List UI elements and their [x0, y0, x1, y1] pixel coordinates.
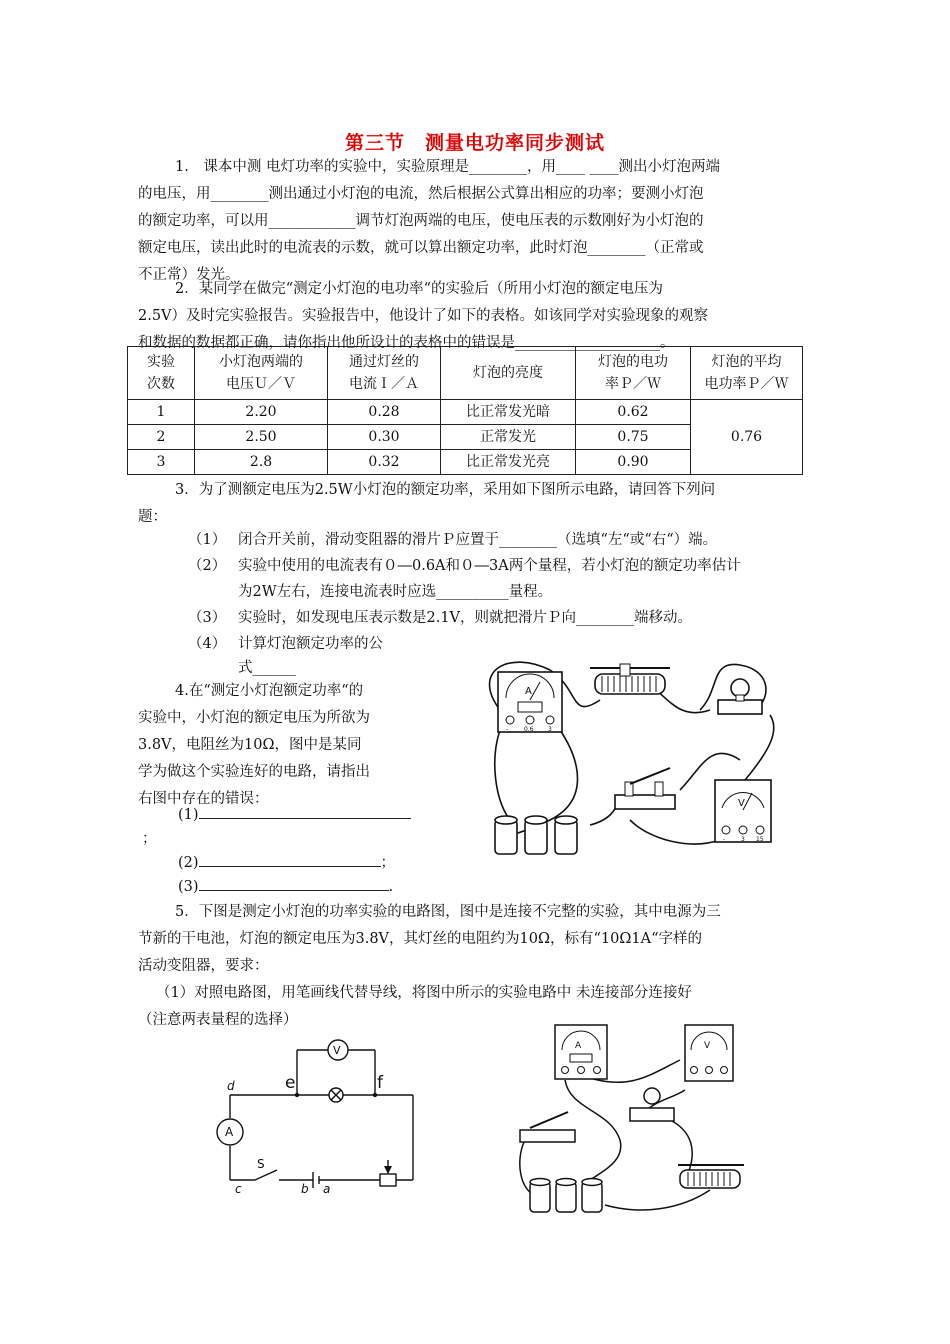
table-cell: 0.30 [328, 425, 441, 450]
ammeter-icon [498, 672, 562, 733]
q4-line: 实验中，小灯泡的额定电压为所欲为 [138, 710, 370, 726]
svg-text:-: - [723, 836, 726, 843]
switch-icon [615, 768, 675, 809]
table-cell: 2.20 [195, 400, 328, 425]
q4-line: 学为做这个实验连好的电路，请指出 [138, 764, 370, 780]
table-header-cell: 灯泡的亮度 [441, 347, 576, 400]
svg-text:A: A [525, 686, 532, 697]
svg-text:f: f [377, 1073, 383, 1093]
q5-line: （注意两表量程的选择） [138, 1012, 298, 1028]
question-3 [138, 477, 808, 531]
table-cell: 0.62 [576, 400, 691, 425]
q3-item-4-cont: 式______ [238, 660, 296, 676]
q4-line: 4.在“测定小灯泡额定功率“的 [175, 683, 364, 699]
question-1 [138, 154, 808, 289]
table-cell: 比正常发光暗 [441, 400, 576, 425]
switch-icon [520, 1112, 575, 1142]
table-header-cell: 实验 次数 [128, 347, 195, 400]
table-cell: 比正常发光亮 [441, 450, 576, 475]
q5-wiring-figure [510, 1020, 760, 1220]
lamp-icon [718, 679, 762, 714]
svg-text:-: - [506, 726, 509, 733]
svg-text:V: V [333, 1044, 341, 1057]
q4-line: 3.8V，电阻丝为10Ω，图中是某同 [138, 737, 362, 753]
voltmeter-icon [685, 1025, 733, 1081]
table-cell: 0.90 [576, 450, 691, 475]
experiment-table [127, 346, 803, 475]
q4-circuit-figure [470, 650, 790, 870]
q3-item-1: （1） 闭合开关前，滑动变阻器的滑片Ｐ应置于________（选填“左“或“右“）端。 [188, 532, 718, 548]
voltmeter-icon [715, 780, 771, 843]
q2-line: 2.5V）及时完实验报告。实验报告中，他设计了如下的表格。如该同学对实验现象的观察 [138, 308, 709, 324]
svg-text:c: c [235, 1182, 242, 1196]
svg-text:e: e [285, 1073, 296, 1093]
svg-text:V: V [704, 1041, 711, 1051]
q1-line: 额定电压，读出此时的电流表的示数，就可以算出额定功率，此时灯泡________（正常或 [138, 240, 704, 256]
lamp-icon [630, 1088, 674, 1121]
svg-text:A: A [225, 1125, 234, 1139]
q5-line: 活动变阻器，要求： [138, 958, 269, 974]
q4-blank-1: (1) [178, 802, 428, 829]
svg-text:a: a [323, 1182, 331, 1196]
table-header-row [128, 347, 803, 400]
page-title: 第三节 测量电功率同步测试 [344, 132, 605, 154]
svg-text:0.6: 0.6 [524, 726, 534, 733]
q3-item-2: （2） 实验中使用的电流表有０―0.6A和０―3A两个量程，若小灯泡的额定功率估计 [188, 558, 741, 574]
table-cell: 2 [128, 425, 195, 450]
table-header-cell: 通过灯丝的 电流Ｉ／Ａ [328, 347, 441, 400]
svg-text:b: b [301, 1182, 309, 1196]
table-cell: 0.28 [328, 400, 441, 425]
table-cell: 2.50 [195, 425, 328, 450]
battery-icon [530, 1179, 602, 1213]
q4-blank-1-semicolon: ； [142, 831, 157, 847]
table-cell: 1 [128, 400, 195, 425]
table-header-cell: 灯泡的平均 电功率Ｐ／Ｗ [691, 347, 803, 400]
q3-intro-line: 3．为了测额定电压为2.5W小灯泡的额定功率，采用如下图所示电路，请回答下列问 [175, 482, 716, 498]
table-cell: 正常发光 [441, 425, 576, 450]
table-header-cell: 灯泡的电功 率Ｐ／Ｗ [576, 347, 691, 400]
battery-icon [495, 816, 577, 854]
table-cell: 0.32 [328, 450, 441, 475]
q3-item-2-cont: 为2W左右，连接电流表时应选__________量程。 [238, 584, 553, 600]
table-cell: 3 [128, 450, 195, 475]
q1-line: 的额定功率，可以用____________调节灯泡两端的电压，使电压表的示数刚好为小灯泡的 [138, 213, 704, 229]
table-average-cell: 0.76 [691, 400, 803, 475]
svg-text:d: d [227, 1079, 235, 1093]
table-row [128, 400, 803, 425]
rheostat-icon [590, 664, 670, 694]
q4-blank-3: (3) . [178, 874, 428, 901]
q5-line: 节新的干电池，灯泡的额定电压为3.8V，其灯丝的电阻约为10Ω，标有“10Ω1A“字样的 [138, 931, 702, 947]
q4-line: 右图中存在的错误： [138, 791, 269, 807]
q1-line: 1. 课本中测 电灯功率的实验中，实验原理是________，用____ ____测出小灯泡两端 [175, 159, 721, 175]
q5-circuit-diagram [215, 1030, 425, 1210]
svg-text:A: A [575, 1041, 582, 1051]
svg-text:S: S [257, 1157, 265, 1171]
rheostat-icon [678, 1165, 744, 1188]
q2-line: 2．某同学在做完“测定小灯泡的电功率“的实验后（所用小灯泡的额定电压为 [175, 281, 664, 297]
question-2 [138, 276, 808, 357]
q3-item-3: （3） 实验时，如发现电压表示数是2.1V，则就把滑片Ｐ向________端移动。 [188, 610, 693, 626]
table-cell: 0.75 [576, 425, 691, 450]
q5-line: （1）对照电路图，用笔画线代替导线，将图中所示的实验电路中 未连接部分连接好 [156, 985, 692, 1001]
svg-text:V: V [738, 798, 745, 809]
ammeter-icon [555, 1025, 607, 1079]
q3-intro-line: 题： [138, 509, 167, 525]
table-header-cell: 小灯泡两端的 电压Ｕ／Ｖ [195, 347, 328, 400]
q4-blank-2: (2) ； [178, 850, 428, 877]
svg-text:3: 3 [548, 726, 552, 733]
question-5 [138, 899, 808, 1034]
q5-line: 5．下图是测定小灯泡的功率实验的电路图，图中是连接不完整的实验，其中电源为三 [175, 904, 721, 920]
q1-line: 不正常）发光。 [138, 267, 240, 283]
q1-line: 的电压，用________测出通过小灯泡的电流，然后根据公式算出相应的功率；要测小灯泡 [138, 186, 704, 202]
q3-item-4: （4） 计算灯泡额定功率的公 [188, 636, 383, 652]
svg-text:15: 15 [756, 836, 764, 843]
question-4 [138, 678, 423, 813]
q2-line: 和数据的数据都正确，请你指出他所设计的表格中的错误是____________________。 [138, 335, 675, 351]
svg-text:3: 3 [741, 836, 745, 843]
table-cell: 2.8 [195, 450, 328, 475]
